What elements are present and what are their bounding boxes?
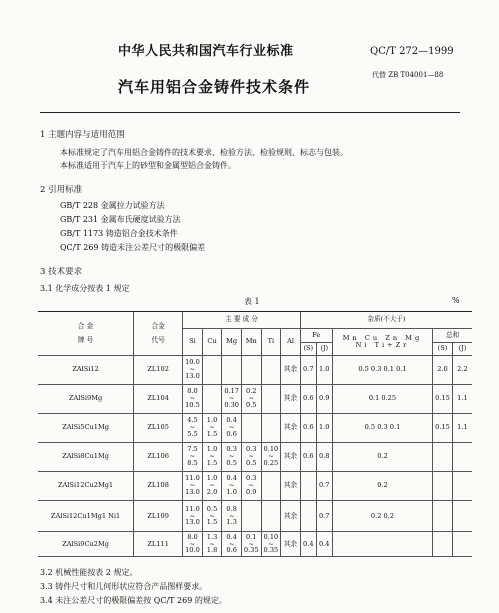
item-3-1: 3.1 化学成分按表 1 规定	[40, 284, 130, 293]
reference-item: QC/T 269 铸造未注公差尺寸的极限偏差	[60, 243, 206, 252]
reference-item: GB/T 1173 铸造铝合金技术条件	[60, 229, 178, 238]
header-rule	[40, 112, 460, 113]
table-row: ZAlSi12 ZL102 10.0 ~ 13.0 其余 0.7 1.0 0.5 0.3 0.1 0.1 2.0 2.2	[38, 355, 472, 384]
section-1-para-1: 本标准规定了汽车用铝合金铸件的技术要求、检验方法、检验规则、标志与包装。	[60, 148, 348, 157]
document-title: 汽车用铝合金铸件技术条件	[118, 78, 311, 96]
standard-number: QC/T 272—1999	[370, 46, 454, 57]
org-title: 中华人民共和国汽车行业标准	[118, 44, 294, 59]
reference-item: GB/T 231 金属布氏硬度试验方法	[60, 215, 181, 224]
table-row: ZAlSi8Cu1Mg ZL106 7.5 ~ 8.5 1.0 ~ 1.5 0.3 ~ 0.5 0.3 ~ 0.5 0.10 ~ 0.25 其余 0.6 0.8 0.2	[38, 442, 472, 471]
table-row: ZAlSi9Cu2Mg ZL111 8.0 ~ 10.0 1.3 ~ 1.8 0.4 ~ 0.6 0.1 ~ 0.35 0.10 ~ 0.35 其余 0.4 0.4	[38, 532, 472, 557]
header-code: 合金 代号	[134, 312, 183, 356]
header-alloy: 合 金 牌 号	[38, 312, 134, 356]
item-3-4: 3.4 未注公差尺寸的极限偏差按 QC/T 269 的规定。	[40, 596, 227, 605]
replaces-note: 代替 ZB T04001—88	[372, 71, 444, 79]
elem-mg: Mg	[222, 328, 242, 355]
elem-si: Si	[183, 328, 203, 355]
elem-cu: Cu	[202, 328, 222, 355]
table-row: ZAlSi12Cu1Mg1 Ni1 ZL109 11.0 ~ 13.0 0.5 ~ 1.5 0.8 ~ 1.3 其余 0.7 0.2 0.2	[38, 500, 472, 531]
section-1-para-2: 本标准适用于汽车上的砂型和金属型铝合金铸件。	[60, 161, 236, 170]
imp-others: Mn Cu Zn Mg Ni Ti+Zr	[332, 328, 433, 355]
fe-j: (J)	[316, 343, 332, 355]
header-main-elements: 主 要 成 分	[183, 312, 301, 329]
imp-fe: Fe	[300, 328, 332, 343]
composition-table	[38, 311, 472, 557]
item-3-3: 3.3 铸件尺寸和几何形状应符合产品图样要求。	[40, 582, 208, 591]
table-unit: %	[452, 296, 460, 305]
section-3-heading: 3 技术要求	[40, 267, 83, 277]
item-3-2: 3.2 机械性能按表 2 规定。	[40, 568, 138, 577]
elem-ti: Ti	[261, 328, 281, 355]
sum-j: (J)	[452, 343, 472, 355]
reference-item: GB/T 228 金属拉力试验方法	[60, 201, 165, 210]
table-row: ZAlSi12Cu2Mg1 ZL108 11.0 ~ 13.0 1.0 ~ 2.0 0.4 ~ 1.0 0.3 ~ 0.9 其余 0.7 0.2	[38, 471, 472, 500]
table-row: ZAlSi5Cu1Mg ZL105 4.5 ~ 5.5 1.0 ~ 1.5 0.4 ~ 0.6 其余 0.6 1.0 0.5 0.3 0.1 0.15 1.1	[38, 413, 472, 442]
table-caption: 表 1	[244, 297, 260, 306]
fe-s: (S)	[300, 343, 316, 355]
section-2-heading: 2 引用标准	[40, 185, 83, 195]
table-row: ZAlSi9Mg ZL104 8.0 ~ 10.5 0.17 ~ 0.30 0.2 ~ 0.5 其余 0.6 0.9 0.1 0.25 0.15 1.1	[38, 384, 472, 413]
imp-sum: 总和	[433, 328, 472, 343]
elem-mn: Mn	[241, 328, 261, 355]
section-1-heading: 1 主题内容与适用范围	[40, 130, 125, 140]
sum-s: (S)	[433, 343, 453, 355]
elem-al: Al	[281, 328, 301, 355]
header-impurities: 杂质(不大于)	[300, 312, 472, 329]
